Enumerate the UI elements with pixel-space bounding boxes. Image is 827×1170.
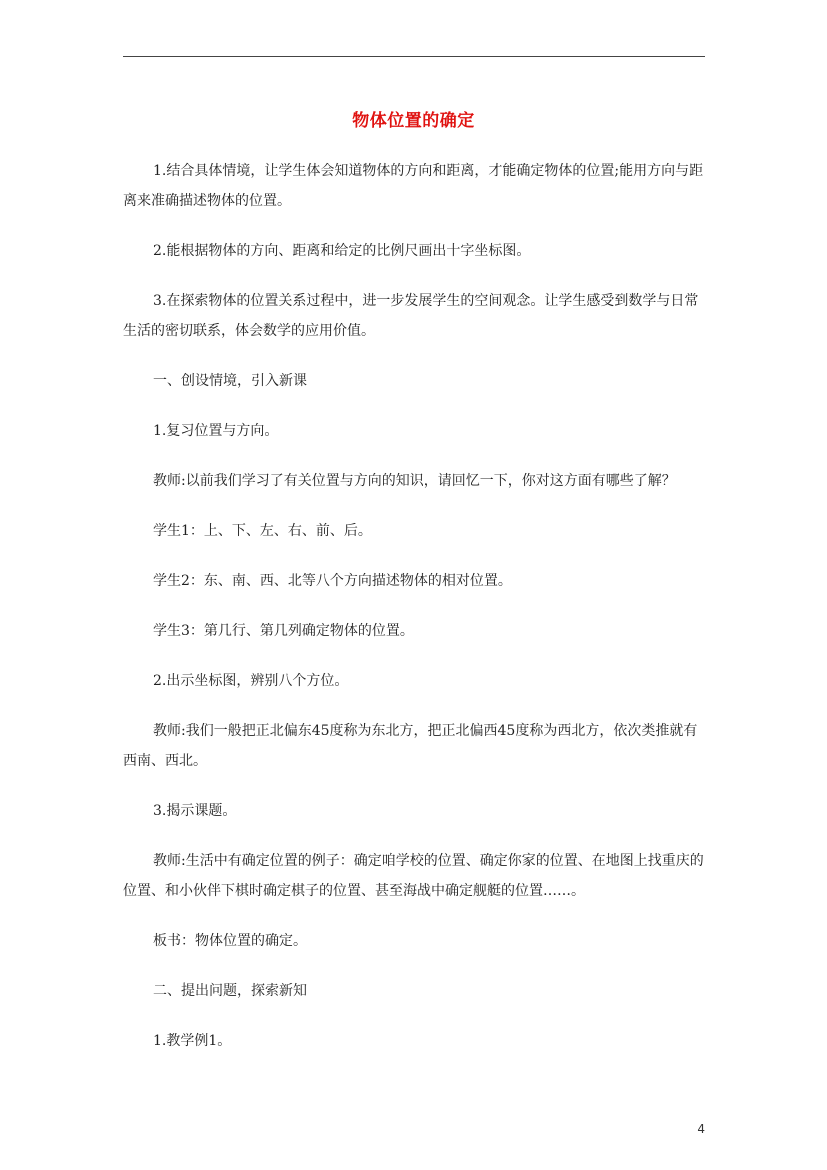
paragraph-student-2: 学生2：东、南、西、北等八个方向描述物体的相对位置。 — [153, 573, 512, 589]
paragraph-teacher-1: 教师:以前我们学习了有关位置与方向的知识，请回忆一下，你对这方面有哪些了解？ — [153, 473, 676, 489]
page-title: 物体位置的确定 — [352, 111, 475, 131]
paragraph-example-1: 1.教学例1。 — [153, 1033, 232, 1049]
paragraph-review: 1.复习位置与方向。 — [153, 423, 279, 439]
paragraph-teacher-3: 教师:生活中有确定位置的例子：确定咱学校的位置、确定你家的位置、在地图上找重庆的位置、和小伙伴下棋时确定棋子的位置、甚至海战中确定舰艇的位置……。 — [123, 853, 704, 899]
paragraph-coordinate-chart: 2.出示坐标图，辨别八个方位。 — [153, 673, 349, 689]
section-heading-1: 一、创设情境，引入新课 — [153, 373, 307, 389]
paragraph-objective-1: 1.结合具体情境，让学生体会知道物体的方向和距离，才能确定物体的位置;能用方向与距离来准确描述物体的位置。 — [123, 163, 704, 209]
page-number: 4 — [697, 1122, 705, 1136]
paragraph-objective-2: 2.能根据物体的方向、距离和给定的比例尺画出十字坐标图。 — [153, 243, 531, 259]
document-body — [123, 156, 707, 1076]
paragraph-student-3: 学生3：第几行、第几列确定物体的位置。 — [153, 623, 414, 639]
paragraph-board-writing: 板书：物体位置的确定。 — [153, 933, 307, 949]
paragraph-student-1: 学生1：上、下、左、右、前、后。 — [153, 523, 372, 539]
paragraph-objective-3: 3.在探索物体的位置关系过程中，进一步发展学生的空间观念。让学生感受到数学与日常生活的密切联系，体会数学的应用价值。 — [123, 293, 699, 339]
header-rule — [123, 56, 705, 57]
paragraph-teacher-2: 教师:我们一般把正北偏东45度称为东北方，把正北偏西45度称为西北方，依次类推就有西南、西北。 — [123, 723, 698, 769]
section-heading-2: 二、提出问题，探索新知 — [153, 983, 307, 999]
paragraph-reveal-topic: 3.揭示课题。 — [153, 803, 237, 819]
